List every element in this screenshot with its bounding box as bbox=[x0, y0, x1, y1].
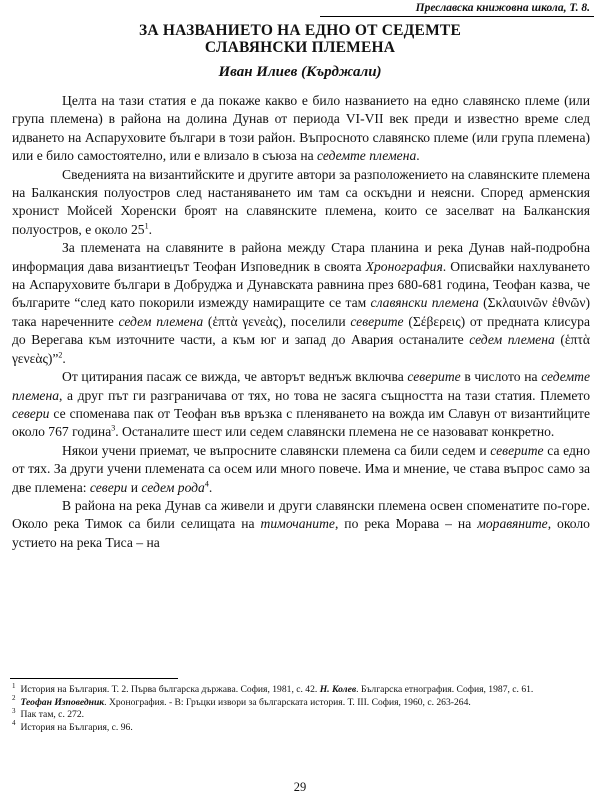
footnote-separator bbox=[10, 678, 178, 679]
text-run: (ἑπτὰ γενεὰς)” bbox=[12, 332, 590, 366]
paragraph-3 bbox=[0, 239, 600, 368]
text-run: От цитирания пасаж се вижда, че авторът веднъж включва bbox=[62, 369, 408, 385]
footnote-number: 2 bbox=[12, 694, 16, 703]
italic-term: славянски племена bbox=[370, 295, 479, 311]
italic-term: седем племена bbox=[118, 313, 204, 329]
text-run: . Описвайки нахлуването на Аспаруховите българи в Добруджа и Дунавската равнина през 680-681 година, Теофан казва, че българите “след като покорили измежду намиращите се там bbox=[12, 258, 590, 311]
italic-term: моравяните bbox=[477, 516, 548, 532]
footnote-number: 1 bbox=[12, 681, 16, 690]
text-run: се споменава пак от Теофан във връзка с пленяването на вожда им Славун от византийците около 767 година bbox=[12, 405, 590, 440]
footnote-3 bbox=[0, 706, 600, 722]
text-run: . bbox=[416, 148, 420, 164]
text-run: са едно от тях. За други учени племената са осем или много повече. Има и мнение, че става въпрос само за две племена: bbox=[12, 442, 591, 495]
paragraph-5 bbox=[0, 442, 600, 497]
article-body bbox=[0, 92, 600, 552]
paragraph-4 bbox=[0, 368, 600, 442]
italic-term: седем рода bbox=[141, 479, 205, 495]
text-run: , а друг път ги разграничава от тях, но това не засяга същността на тази статия. Племето bbox=[59, 387, 590, 403]
paragraph-2 bbox=[0, 166, 600, 240]
paragraph-1 bbox=[0, 92, 600, 166]
text-run: . bbox=[208, 479, 213, 495]
footnote-number: 3 bbox=[12, 706, 16, 715]
text-run: Целта на тази статия е да покаже какво е било названието на едно славянско племе (или група племена) в района на долина Дунав от периода VI-VII век преди и известно време след идването на Аспаруховите българи в този район. Въпросното славянско племе (или група племена) или е било самостоятелно, или е влизало в съюза на bbox=[12, 93, 590, 164]
title-line-2: СЛАВЯНСКИ ПЛЕМЕНА bbox=[204, 39, 396, 56]
footnote-ref[interactable]: 2 bbox=[58, 350, 63, 360]
text-run: и bbox=[127, 479, 142, 495]
footnote-number: 4 bbox=[12, 719, 16, 728]
text-run: , по река Морава – на bbox=[334, 516, 478, 532]
footnote-text: Пак там, с. 272. bbox=[20, 709, 85, 720]
text-run: Сведенията на византийските и другите автори за разположението на славянските племена на Балканския полуостров след настаняването им там са оскъдни и неясни. Според арменския хронист Мойсей Хоренски броят на славянските племена, които се заселват на Балканския полуостров, е около 25 bbox=[12, 166, 590, 237]
text-run: В района на река Дунав са живели и други славянски племена освен споменатите по-горе. Около река Тимок са били селищата на bbox=[12, 497, 590, 532]
italic-term: северите bbox=[490, 442, 544, 458]
text-run: (ἑπτὰ γενεὰς), поселили bbox=[203, 313, 351, 329]
italic-term: севери bbox=[12, 405, 50, 421]
text-run: . bbox=[148, 221, 152, 237]
text-run: , около устието на река Тиса – на bbox=[12, 516, 590, 550]
footnote-text: История на България. Т. 2. Първа българска държава. София, 1981, с. 42. bbox=[20, 684, 320, 695]
text-run: За племената на славяните в района между Стара планина и река Дунав най-подробна информация дава византиецът Теофан Изповедник в своята bbox=[12, 240, 590, 274]
italic-term: северите bbox=[407, 369, 461, 385]
text-run: Някои учени приемат, че въпросните славянски племена са били седем и bbox=[62, 442, 491, 458]
italic-term: седемте племена bbox=[317, 148, 417, 164]
footnote-text: История на България, с. 96. bbox=[20, 721, 133, 733]
footnote-ref[interactable]: 3 bbox=[111, 423, 116, 433]
footnote-author: Теофан Изповедник bbox=[20, 696, 105, 708]
text-run: в числото на bbox=[460, 369, 542, 385]
italic-term: седемте племена bbox=[12, 369, 590, 403]
paragraph-6 bbox=[0, 497, 600, 552]
header-rule bbox=[320, 16, 594, 17]
text-run: . Останалите шест или седем славянски племена не се назовават конкретно. bbox=[115, 424, 555, 440]
running-header: Преславска книжовна школа, Т. 8. bbox=[415, 2, 590, 14]
footnote-text: . Хронография. - В: Гръцки извори за българската история. Т. III. София, 1960, с. 263-264. bbox=[104, 696, 471, 708]
footnote-ref[interactable]: 4 bbox=[204, 479, 209, 488]
title-line-1: ЗА НАЗВАНИЕТО НА ЕДНО ОТ СЕДЕМТЕ bbox=[139, 22, 461, 39]
article-title bbox=[0, 22, 600, 56]
footnote-4 bbox=[0, 719, 600, 735]
footnote-text: . Българска етнография. София, 1987, с. 61. bbox=[356, 684, 534, 695]
footnote-author: Н. Колев bbox=[319, 684, 357, 695]
footnote-ref[interactable]: 1 bbox=[144, 221, 149, 231]
article-author: Иван Илиев (Кърджали) bbox=[218, 64, 382, 80]
italic-term: северите bbox=[350, 313, 404, 329]
text-run: . bbox=[62, 350, 66, 366]
footnotes bbox=[0, 681, 600, 734]
text-run: (Σκλαυινῶν ἐθνῶν) така нареченните bbox=[12, 295, 590, 329]
footnote-1 bbox=[0, 681, 600, 697]
text-run: (Σέβερεις) от предната клисура до Верегава към източните части, а към юг и запад до Авария останалите bbox=[12, 313, 590, 348]
italic-term: Хронография bbox=[365, 258, 443, 274]
page-number: 29 bbox=[293, 780, 307, 794]
italic-term: севери bbox=[89, 479, 128, 495]
italic-term: седем племена bbox=[469, 332, 555, 348]
footnote-2 bbox=[0, 694, 600, 710]
italic-term: тимочаните bbox=[260, 516, 335, 532]
